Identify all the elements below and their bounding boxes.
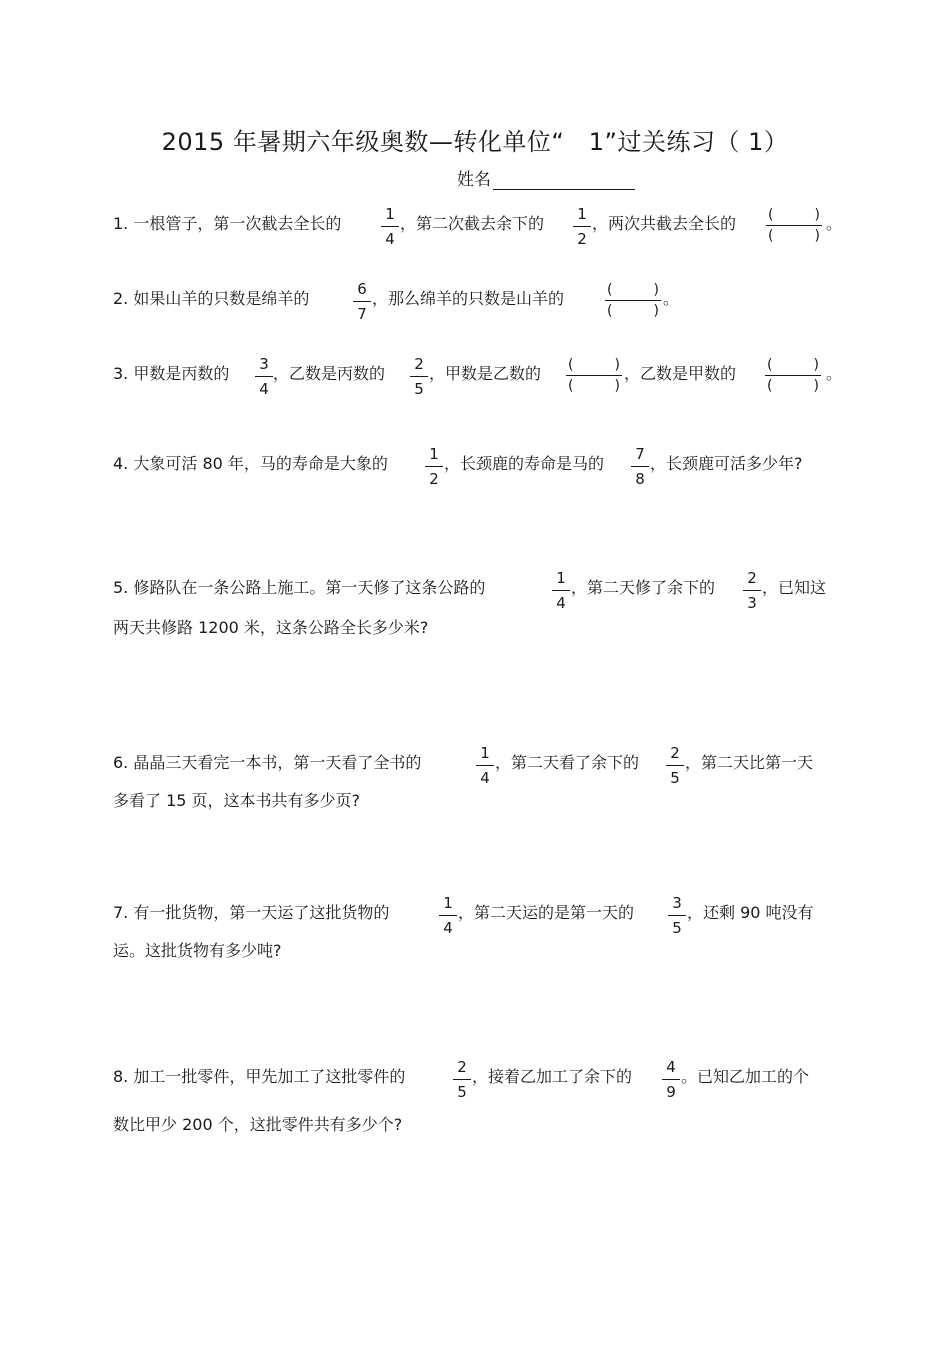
paren-left: ( — [768, 207, 774, 223]
numerator: 1 — [577, 205, 587, 223]
question-8-text-a: 8. 加工一批零件，甲先加工了这批零件的 — [113, 1067, 406, 1086]
numerator: 4 — [666, 1058, 676, 1076]
fraction-bar — [605, 300, 661, 301]
paren-left: ( — [767, 357, 773, 373]
question-5-line-2: 两天共修路 1200 米，这条公路全长多少米? — [113, 618, 429, 637]
denominator: 8 — [635, 470, 645, 488]
fraction-bar — [743, 590, 761, 591]
question-6-text-a: 6. 晶晶三天看完一本书，第一天看了全书的 — [113, 753, 422, 772]
denominator: 2 — [429, 470, 439, 488]
numerator: 3 — [672, 894, 682, 912]
question-7-text-b: ，第二天运的是第一天的 — [458, 903, 635, 922]
fraction-bar — [631, 466, 649, 467]
question-5-text-a: 5. 修路队在一条公路上施工。第一天修了这条公路的 — [113, 578, 486, 597]
denominator: 5 — [457, 1083, 467, 1101]
numerator: 1 — [385, 205, 395, 223]
fraction — [628, 445, 652, 488]
question-5-text-c: ，已知这 — [762, 578, 827, 597]
paren-left: ( — [568, 378, 574, 394]
question-4-text-c: ，长颈鹿可活多少年? — [650, 454, 803, 473]
fraction — [350, 280, 374, 323]
question-4-text-a: 4. 大象可活 80 年，马的寿命是大象的 — [113, 454, 388, 473]
paren-right: ) — [813, 357, 819, 373]
fraction-bar — [552, 590, 570, 591]
fraction-bar — [381, 226, 399, 227]
fraction-bar — [353, 301, 371, 302]
denominator: 4 — [443, 919, 453, 937]
numerator: 2 — [747, 569, 757, 587]
question-2-text-b: ，那么绵羊的只数是山羊的 — [372, 289, 565, 308]
denominator: 4 — [556, 594, 566, 612]
question-3-text-b: ，乙数是丙数的 — [273, 364, 386, 383]
question-4-text-b: ，长颈鹿的寿命是马的 — [444, 454, 605, 473]
fraction-bar — [425, 466, 443, 467]
fraction — [659, 1058, 683, 1101]
denominator: 3 — [747, 594, 757, 612]
name-blank-line — [493, 169, 635, 190]
question-1-text-c: ，两次共截去全长的 — [592, 214, 737, 233]
answer-blank-fraction[interactable] — [765, 357, 821, 394]
numerator: 3 — [259, 355, 269, 373]
question-6-line-2: 多看了 15 页，这本书共有多少页? — [113, 791, 361, 810]
answer-blank-fraction[interactable] — [605, 282, 661, 319]
numerator: 2 — [457, 1058, 467, 1076]
question-3-text-a: 3. 甲数是丙数的 — [113, 364, 230, 383]
fraction — [422, 445, 446, 488]
fraction-bar — [765, 375, 821, 376]
denominator: 9 — [666, 1083, 676, 1101]
name-field — [457, 165, 635, 190]
question-1-text-d: 。 — [826, 214, 843, 233]
fraction — [549, 569, 573, 612]
denominator: 4 — [385, 230, 395, 248]
numerator: 6 — [357, 280, 367, 298]
fraction — [450, 1058, 474, 1101]
fraction — [570, 205, 594, 248]
paren-right: ) — [814, 207, 820, 223]
fraction-bar — [439, 915, 457, 916]
fraction — [740, 569, 764, 612]
denominator: 5 — [672, 919, 682, 937]
fraction — [663, 744, 687, 787]
fraction-bar — [666, 765, 684, 766]
question-7-line-2: 运。这批货物有多少吨? — [113, 941, 282, 960]
paren-right: ) — [614, 357, 620, 373]
question-2-text-c: 。 — [663, 289, 680, 308]
paren-right: ) — [653, 282, 659, 298]
denominator: 5 — [670, 769, 680, 787]
numerator: 1 — [480, 744, 490, 762]
denominator: 4 — [259, 380, 269, 398]
question-8-line-2: 数比甲少 200 个，这批零件共有多少个? — [113, 1115, 403, 1134]
question-8-text-c: 。已知乙加工的个 — [681, 1067, 810, 1086]
fraction-bar — [453, 1079, 471, 1080]
answer-blank-fraction[interactable] — [766, 207, 822, 244]
fraction — [473, 744, 497, 787]
fraction-bar — [766, 225, 822, 226]
paren-left: ( — [607, 303, 613, 319]
fraction-bar — [410, 376, 428, 377]
paren-left: ( — [767, 378, 773, 394]
fraction — [436, 894, 460, 937]
question-1-text-a: 1. 一根管子，第一次截去全长的 — [113, 214, 342, 233]
denominator: 4 — [480, 769, 490, 787]
fraction — [665, 894, 689, 937]
paren-left: ( — [568, 357, 574, 373]
question-6-text-c: ，第二天比第一天 — [685, 753, 814, 772]
question-8-text-b: ，接着乙加工了余下的 — [472, 1067, 633, 1086]
question-5-text-b: ，第二天修了余下的 — [571, 578, 716, 597]
paren-right: ) — [813, 378, 819, 394]
fraction — [378, 205, 402, 248]
numerator: 1 — [556, 569, 566, 587]
paren-right: ) — [653, 303, 659, 319]
fraction-bar — [668, 915, 686, 916]
fraction — [407, 355, 431, 398]
page-title: 2015 年暑期六年级奥数—转化单位“ 1”过关练习（ 1） — [161, 128, 789, 156]
numerator: 2 — [414, 355, 424, 373]
question-3-text-c: ，甲数是乙数的 — [429, 364, 542, 383]
question-7-text-a: 7. 有一批货物，第一天运了这批货物的 — [113, 903, 390, 922]
numerator: 7 — [635, 445, 645, 463]
question-2-text-a: 2. 如果山羊的只数是绵羊的 — [113, 289, 310, 308]
denominator: 2 — [577, 230, 587, 248]
paren-left: ( — [607, 282, 613, 298]
denominator: 7 — [357, 305, 367, 323]
paren-right: ) — [614, 378, 620, 394]
name-label: 姓名 — [457, 170, 491, 190]
answer-blank-fraction[interactable] — [566, 357, 622, 394]
paren-left: ( — [768, 228, 774, 244]
question-7-text-c: ，还剩 90 吨没有 — [687, 903, 814, 922]
numerator: 1 — [429, 445, 439, 463]
question-3-text-e: 。 — [826, 364, 843, 383]
numerator: 2 — [670, 744, 680, 762]
denominator: 5 — [414, 380, 424, 398]
fraction-bar — [476, 765, 494, 766]
question-1-text-b: ，第二次截去余下的 — [400, 214, 545, 233]
question-3-text-d: ，乙数是甲数的 — [624, 364, 737, 383]
fraction-bar — [573, 226, 591, 227]
fraction-bar — [566, 375, 622, 376]
question-6-text-b: ，第二天看了余下的 — [495, 753, 640, 772]
numerator: 1 — [443, 894, 453, 912]
paren-right: ) — [814, 228, 820, 244]
fraction-bar — [662, 1079, 680, 1080]
fraction-bar — [255, 376, 273, 377]
